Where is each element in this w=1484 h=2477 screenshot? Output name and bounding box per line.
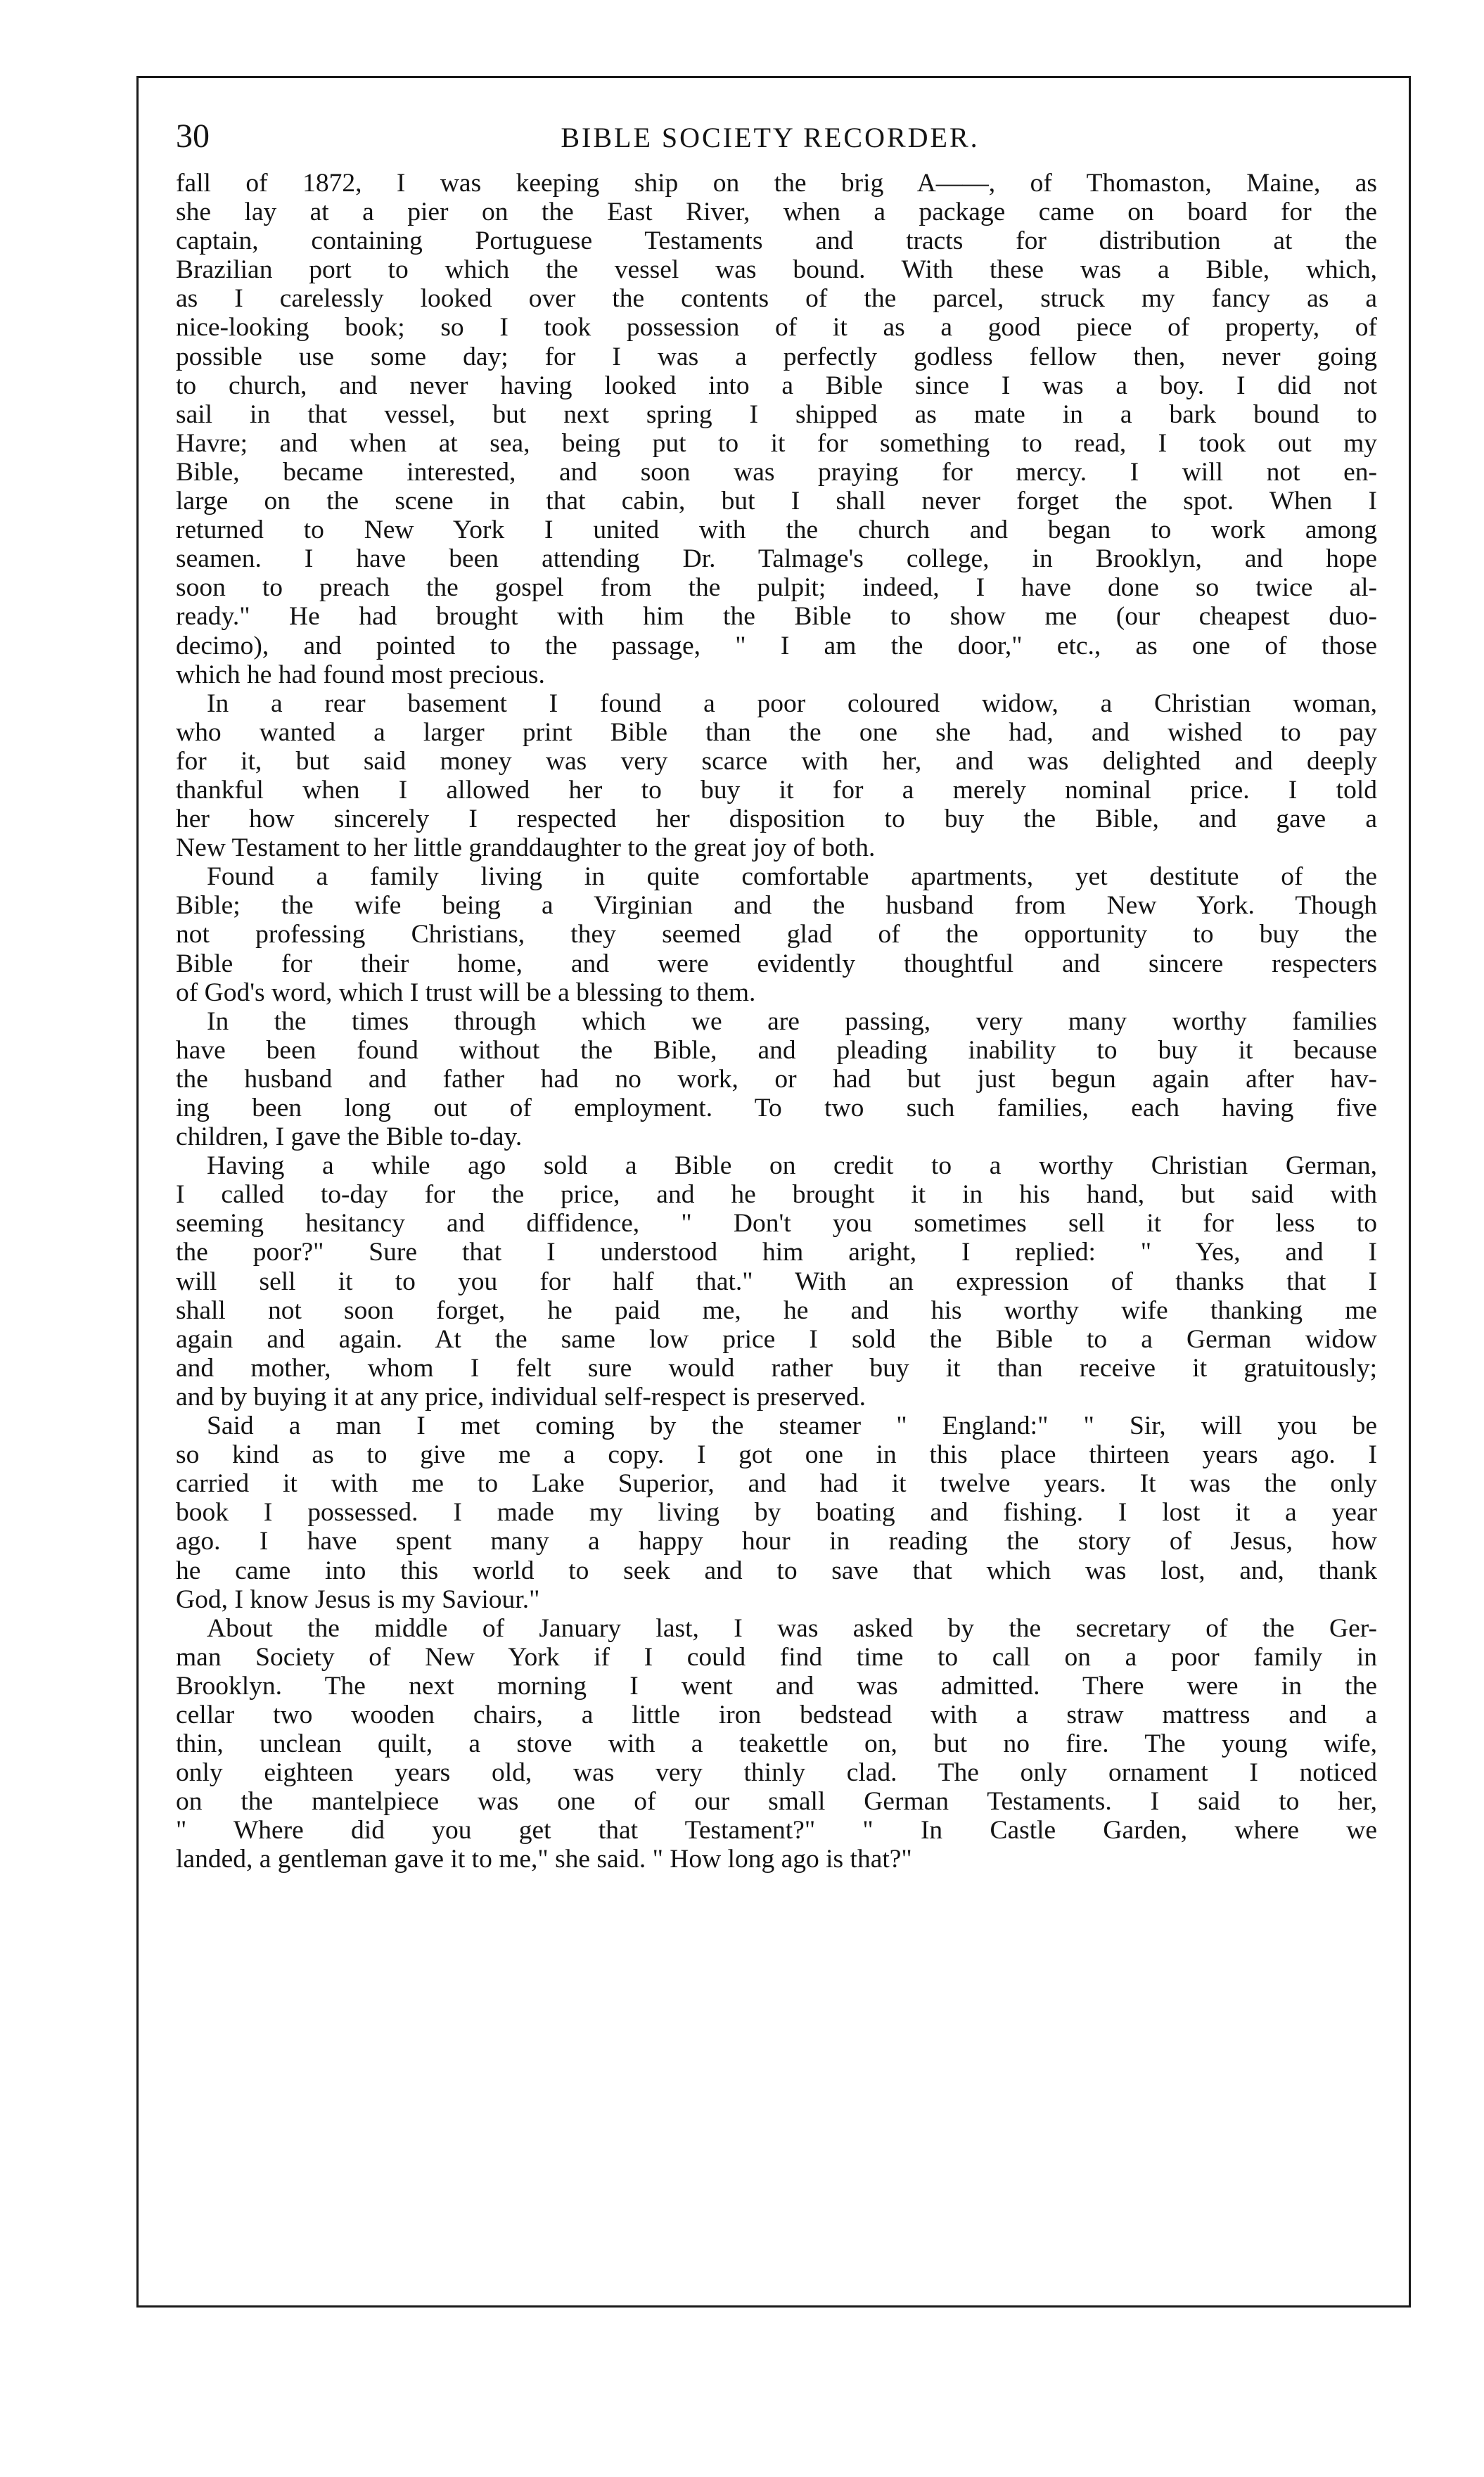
- text-line: Bible; the wife being a Virginian and the husband from New York. Though: [176, 891, 1377, 921]
- text-line: Bible, became interested, and soon was praying for mercy. I will not en-: [176, 457, 1377, 487]
- text-line: Bible for their home, and were evidently thoughtful and sincere respecters: [176, 949, 1377, 978]
- paragraph: [176, 1412, 1377, 1614]
- article-body: [176, 169, 1377, 1874]
- paragraph: [176, 1614, 1377, 1874]
- text-line: man Society of New York if I could find time to call on a poor family in: [176, 1642, 1377, 1672]
- text-line: ago. I have spent many a happy hour in reading the story of Jesus, how: [176, 1527, 1377, 1556]
- text-line: and mother, whom I felt sure would rather buy it than receive it gratuitously;: [176, 1353, 1377, 1383]
- text-line: decimo), and pointed to the passage, " I am the door," etc., as one of those: [176, 631, 1377, 660]
- text-line: New Testament to her little granddaughter to the great joy of both.: [176, 833, 876, 863]
- text-line: Havre; and when at sea, being put to it for something to read, I took out my: [176, 428, 1377, 458]
- text-line: book I possessed. I made my living by boating and fishing. I lost it a year: [176, 1498, 1377, 1528]
- text-line: children, I gave the Bible to-day.: [176, 1122, 523, 1152]
- text-line: will sell it to you for half that." With an expression of thanks that I: [176, 1267, 1377, 1296]
- text-line: sail in that vessel, but next spring I shipped as mate in a bark bound to: [176, 399, 1377, 429]
- page-number: 30: [176, 117, 210, 155]
- paragraph: [176, 1151, 1377, 1412]
- frame-rule-left: [136, 76, 139, 2305]
- text-line: thin, unclean quilt, a stove with a teakettle on, but no fire. The young wife,: [176, 1729, 1377, 1759]
- text-line: ing been long out of employment. To two such families, each having five: [176, 1094, 1377, 1122]
- text-line: nice-looking book; so I took possession of it as a good piece of property, of: [176, 313, 1377, 343]
- text-line: returned to New York I united with the church and began to work among: [176, 516, 1377, 545]
- paragraph: [176, 1007, 1377, 1151]
- text-line: thankful when I allowed her to buy it for a merely nominal price. I told: [176, 775, 1377, 805]
- text-line: I called to-day for the price, and he brought it in his hand, but said with: [176, 1180, 1377, 1210]
- text-line: fall of 1872, I was keeping ship on the brig A——, of Thomaston, Maine, as: [176, 169, 1377, 198]
- frame-rule-top: [136, 76, 1411, 78]
- text-line: for it, but said money was very scarce with her, and was delighted and deeply: [176, 746, 1377, 776]
- page-header-title: BIBLE SOCIETY RECORDER.: [561, 122, 980, 153]
- paragraph: [176, 689, 1377, 863]
- paragraph: [176, 169, 1377, 689]
- text-line: so kind as to give me a copy. I got one in this place thirteen years ago. I: [176, 1440, 1377, 1470]
- text-line: God, I know Jesus is my Saviour.": [176, 1585, 540, 1614]
- frame-rule-bottom: [136, 2305, 1411, 2308]
- text-line: and by buying it at any price, individual self-respect is preserved.: [176, 1382, 866, 1412]
- text-line: on the mantelpiece was one of our small German Testaments. I said to her,: [176, 1787, 1377, 1817]
- text-line: seamen. I have been attending Dr. Talmage's college, in Brooklyn, and hope: [176, 544, 1377, 574]
- text-line: as I carelessly looked over the contents of the parcel, struck my fancy as a: [176, 284, 1377, 314]
- text-line: again and again. At the same low price I sold the Bible to a German widow: [176, 1324, 1377, 1354]
- text-line: who wanted a larger print Bible than the one she had, and wished to pay: [176, 717, 1377, 747]
- text-line: " Where did you get that Testament?" " In Castle Garden, where we: [176, 1816, 1377, 1845]
- text-line: Said a man I met coming by the steamer " England:" " Sir, will you be: [207, 1412, 1377, 1441]
- text-line: which he had found most precious.: [176, 660, 545, 689]
- text-line: have been found without the Bible, and pleading inability to buy it because: [176, 1035, 1377, 1065]
- text-line: Having a while ago sold a Bible on credit to a worthy Christian German,: [207, 1151, 1377, 1181]
- text-line: her how sincerely I respected her disposition to buy the Bible, and gave a: [176, 805, 1377, 834]
- text-line: large on the scene in that cabin, but I shall never forget the spot. When I: [176, 487, 1377, 516]
- text-line: to church, and never having looked into a Bible since I was a boy. I did not: [176, 371, 1377, 400]
- text-line: captain, containing Portuguese Testaments and tracts for distribution at the: [176, 226, 1377, 256]
- text-line: Brazilian port to which the vessel was bound. With these was a Bible, which,: [176, 255, 1377, 285]
- text-line: In the times through which we are passing, very many worthy families: [207, 1006, 1377, 1036]
- text-line: Brooklyn. The next morning I went and was admitted. There were in the: [176, 1671, 1377, 1701]
- text-line: he came into this world to seek and to save that which was lost, and, thank: [176, 1556, 1377, 1585]
- text-line: About the middle of January last, I was asked by the secretary of the Ger-: [207, 1613, 1377, 1643]
- text-line: the poor?" Sure that I understood him aright, I replied: " Yes, and I: [176, 1238, 1377, 1267]
- text-line: Found a family living in quite comfortable apartments, yet destitute of the: [207, 862, 1377, 892]
- text-line: landed, a gentleman gave it to me," she said. " How long ago is that?": [176, 1845, 912, 1874]
- text-line: only eighteen years old, was very thinly clad. The only ornament I noticed: [176, 1758, 1377, 1788]
- text-line: possible use some day; for I was a perfectly godless fellow then, never going: [176, 342, 1377, 371]
- paragraph: [176, 862, 1377, 1006]
- text-line: seeming hesitancy and diffidence, " Don't you sometimes sell it for less to: [176, 1209, 1377, 1238]
- text-line: of God's word, which I trust will be a blessing to them.: [176, 978, 756, 1007]
- text-line: shall not soon forget, he paid me, he and his worthy wife thanking me: [176, 1295, 1377, 1325]
- text-line: not professing Christians, they seemed glad of the opportunity to buy the: [176, 920, 1377, 949]
- frame-rule-right: [1409, 76, 1411, 2305]
- text-line: soon to preach the gospel from the pulpit; indeed, I have done so twice al-: [176, 573, 1377, 603]
- text-line: she lay at a pier on the East River, when a package came on board for the: [176, 198, 1377, 227]
- text-line: In a rear basement I found a poor coloured widow, a Christian woman,: [207, 689, 1377, 718]
- text-line: cellar two wooden chairs, a little iron bedstead with a straw mattress and a: [176, 1700, 1377, 1729]
- text-line: carried it with me to Lake Superior, and had it twelve years. It was the only: [176, 1469, 1377, 1499]
- running-head: [176, 115, 1364, 158]
- text-line: the husband and father had no work, or had but just begun again after hav-: [176, 1064, 1377, 1094]
- text-line: ready." He had brought with him the Bible to show me (our cheapest duo-: [176, 602, 1377, 632]
